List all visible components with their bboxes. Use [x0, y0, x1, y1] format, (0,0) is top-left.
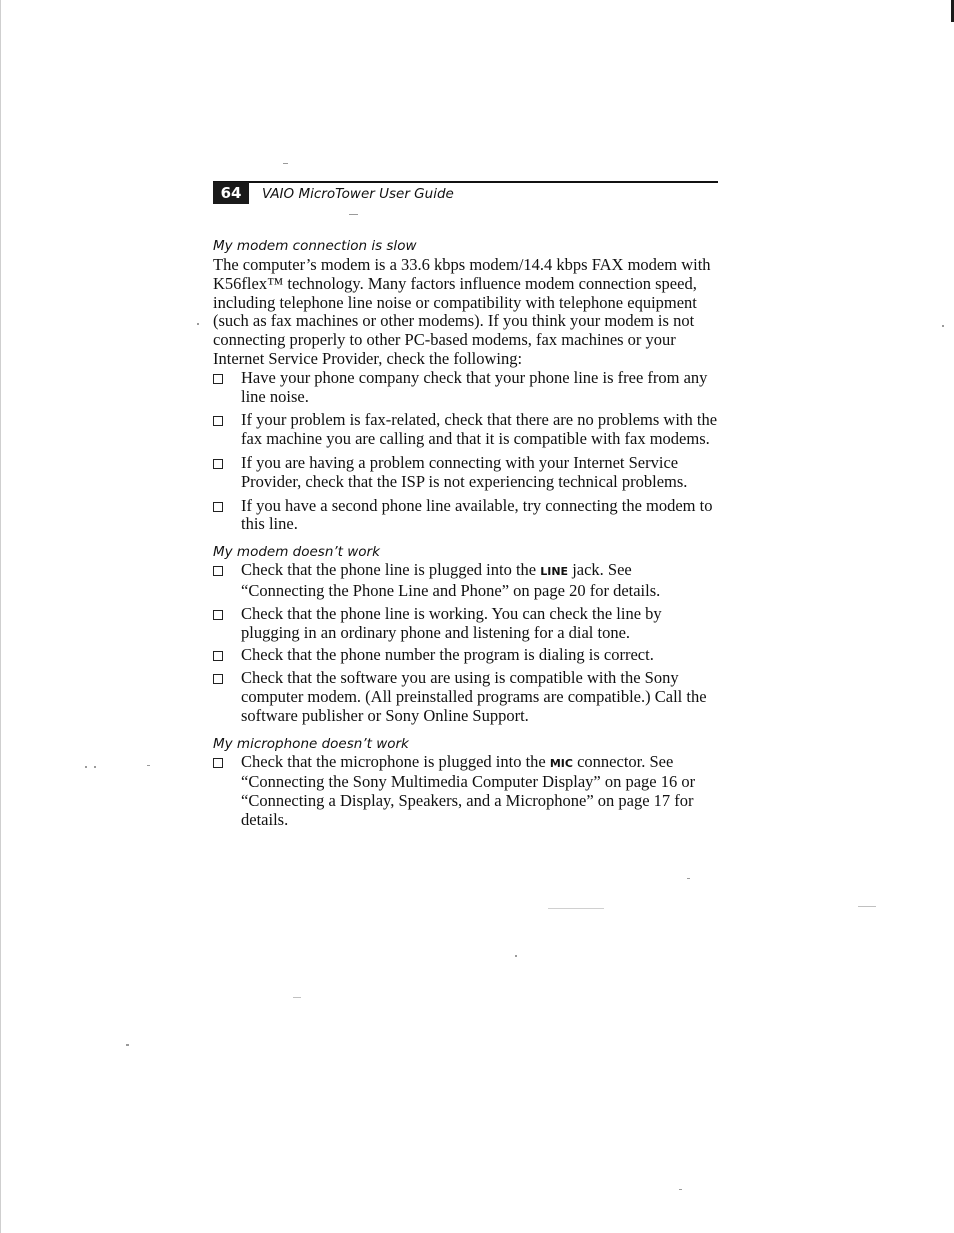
list-item	[213, 497, 718, 535]
list-item-text-after: connector. See “Connecting the Sony Multimedia Computer Display” on page 16 or “Connecting a Display, Speakers, and a Microphone” on page 17 for details.	[241, 751, 696, 829]
section-heading-modem-slow: My modem connection is slow	[213, 238, 417, 254]
list-item	[213, 646, 718, 665]
list-item	[213, 561, 718, 601]
scan-speck	[548, 908, 604, 909]
list-item	[213, 753, 718, 830]
checklist-modem-slow	[213, 369, 718, 534]
checkbox-bullet-icon	[213, 502, 223, 512]
checkbox-bullet-icon	[213, 651, 223, 661]
scan-speck	[293, 997, 301, 998]
checklist-microphone	[213, 753, 718, 830]
list-item-text: If your problem is fax-related, check that there are no problems with the fax machine you are calling and that it is compatible with fax modems.	[241, 410, 718, 449]
checkbox-bullet-icon	[213, 674, 223, 684]
body-paragraph: The computer’s modem is a 33.6 kbps modem/14.4 kbps FAX modem with K56flex™ technology. Many factors influence modem connection speed, including telephone line noise or compatibility with telephone equipment (such as fax machines or other modems). If you think your modem is not connecting properly to other PC-based modems, fax machines or your Internet Service Provider, check the following:	[213, 255, 711, 368]
scan-speck	[94, 766, 96, 768]
list-item	[213, 669, 718, 725]
scan-edge	[0, 0, 1, 1233]
scan-speck	[283, 163, 288, 164]
page-number: 64	[213, 182, 249, 204]
list-item-text: If you have a second phone line available, try connecting the modem to this line.	[241, 495, 713, 534]
header-title: VAIO MicroTower User Guide	[262, 186, 454, 202]
checklist-modem-not-working	[213, 561, 718, 725]
checkbox-bullet-icon	[213, 566, 223, 576]
scan-speck	[126, 1044, 129, 1046]
section-heading-modem-not-working: My modem doesn’t work	[213, 544, 380, 561]
scan-speck	[349, 214, 358, 215]
list-item-text-before: Check that the phone line is plugged into the	[241, 560, 541, 580]
scan-speck	[687, 878, 690, 879]
section-heading-microphone: My microphone doesn’t work	[213, 735, 409, 752]
scan-speck	[85, 766, 87, 768]
list-item-text: Check that the software you are using is compatible with the Sony computer modem. (All preinstalled programs are compatible.) Call the software publisher or Sony Online Support.	[241, 668, 707, 725]
scan-speck	[515, 955, 517, 957]
scan-speck	[147, 765, 150, 766]
scan-speck	[858, 906, 876, 907]
list-item-text-before: Check that the microphone is plugged into the	[241, 751, 550, 771]
checkbox-bullet-icon	[213, 374, 223, 384]
list-item-text: If you are having a problem connecting with your Internet Service Provider, check that the ISP is not experiencing technical problems.	[241, 452, 688, 491]
scan-speck	[679, 1189, 682, 1190]
checkbox-bullet-icon	[213, 758, 223, 768]
list-item-text-after: jack. See “Connecting the Phone Line and Phone” on page 20 for details.	[241, 560, 661, 600]
list-item	[213, 411, 718, 449]
running-header	[213, 181, 718, 205]
list-item-text: Have your phone company check that your phone line is free from any line noise.	[241, 367, 708, 406]
checkbox-bullet-icon	[213, 416, 223, 426]
checkbox-bullet-icon	[213, 610, 223, 620]
mic-connector-label: MIC	[549, 756, 573, 770]
list-item	[213, 454, 718, 492]
line-jack-label: LINE	[540, 565, 569, 579]
scan-speck	[197, 323, 199, 325]
list-item	[213, 369, 718, 407]
scan-speck	[942, 325, 944, 327]
list-item-text: Check that the phone number the program is dialing is correct.	[241, 645, 654, 665]
checkbox-bullet-icon	[213, 459, 223, 469]
page-body	[213, 238, 718, 834]
header-rule	[213, 181, 718, 183]
list-item-text: Check that the phone line is working. You can check the line by plugging in an ordinary phone and listening for a dial tone.	[241, 603, 662, 642]
list-item	[213, 605, 718, 643]
